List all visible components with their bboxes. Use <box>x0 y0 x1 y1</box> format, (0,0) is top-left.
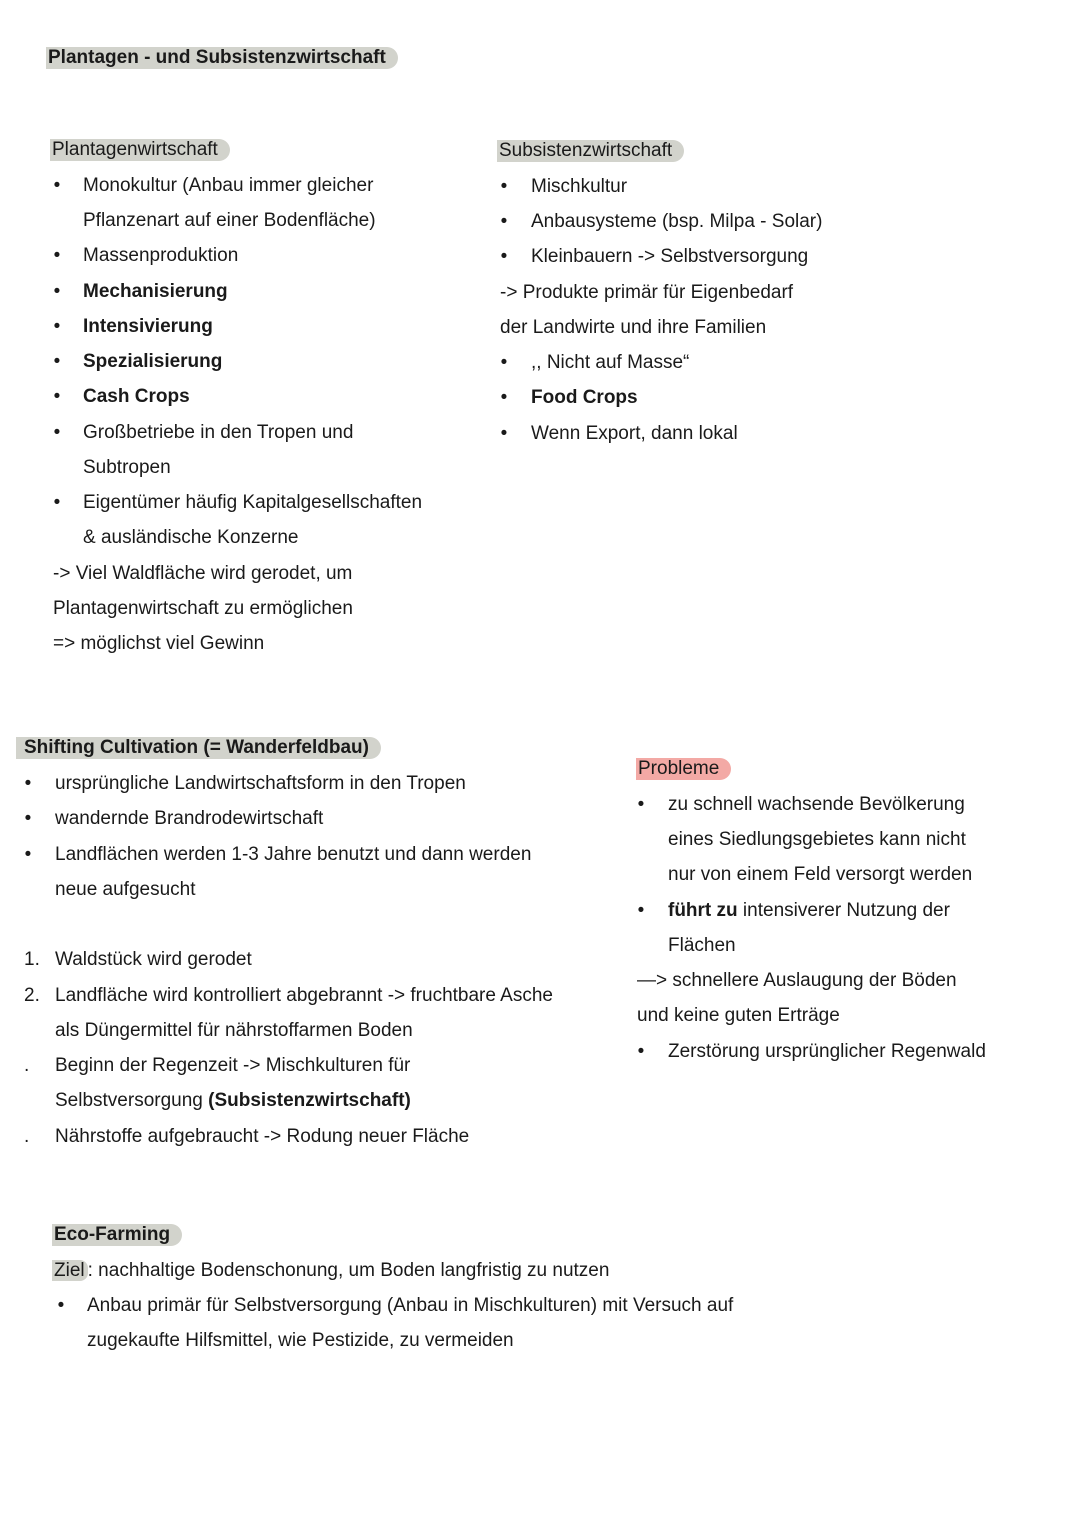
bullet-icon: • <box>500 211 508 232</box>
plantagen-item-massenproduktion: Massenproduktion <box>83 245 239 266</box>
plantagen-item-mechanisierung: Mechanisierung <box>83 281 228 302</box>
plantagen-item-eigentuemer: Eigentümer häufig Kapitalgesellschaften <box>83 492 423 513</box>
eco-item-anbau: Anbau primär für Selbstversorgung (Anbau in Mischkulturen) mit Versuch auf <box>87 1295 734 1316</box>
plantagen-note: -> Viel Waldfläche wird gerodet, um <box>53 563 353 584</box>
step-number: . <box>24 1055 30 1076</box>
shifting-item-landflaechen: Landflächen werden 1-3 Jahre benutzt und dann werden <box>55 844 532 865</box>
bullet-icon: • <box>53 422 61 443</box>
plantagen-item-eigentuemer-cont: & ausländische Konzerne <box>83 527 299 548</box>
subsistenz-item-food-crops: Food Crops <box>531 387 638 408</box>
probleme-heading: Probleme <box>636 758 731 780</box>
shifting-step-abbrennen-cont: als Düngermittel für nährstoffarmen Boden <box>55 1020 413 1041</box>
subsistenz-item-anbausysteme: Anbausysteme (bsp. Milpa - Solar) <box>531 211 823 232</box>
probleme-item-regenwald: Zerstörung ursprünglicher Regenwald <box>668 1041 986 1062</box>
bullet-icon: • <box>500 246 508 267</box>
subsistenz-note: -> Produkte primär für Eigenbedarf <box>500 282 794 303</box>
bullet-icon: • <box>53 492 61 513</box>
bullet-icon: • <box>53 245 61 266</box>
bullet-icon: • <box>637 900 645 921</box>
bullet-icon: • <box>53 281 61 302</box>
step-number: 2. <box>24 985 40 1006</box>
subsistenz-item-mischkultur: Mischkultur <box>531 176 628 197</box>
plantagen-item-monokultur: Monokultur (Anbau immer gleicher <box>83 175 374 196</box>
step-number: 1. <box>24 949 40 970</box>
eco-ziel <box>52 1259 609 1283</box>
bullet-icon: • <box>53 386 61 407</box>
probleme-item-nutzung: führt zu intensiverer Nutzung der <box>668 900 950 921</box>
bullet-icon: • <box>53 316 61 337</box>
shifting-item-landflaechen-cont: neue aufgesucht <box>55 879 196 900</box>
plantagen-item-intensivierung: Intensivierung <box>83 316 213 337</box>
step-number: . <box>24 1126 30 1147</box>
probleme-item-nutzung-cont: Flächen <box>668 935 736 956</box>
subsistenz-item-kleinbauern: Kleinbauern -> Selbstversorgung <box>531 246 809 267</box>
plantagen-item-cash-crops: Cash Crops <box>83 386 190 407</box>
eco-item-anbau-cont: zugekaufte Hilfsmittel, wie Pestizide, zu vermeiden <box>87 1330 514 1351</box>
plantagen-item-grossbetriebe: Großbetriebe in den Tropen und <box>83 422 354 443</box>
bullet-icon: • <box>53 175 61 196</box>
subsistenz-note-cont: der Landwirte und ihre Familien <box>500 317 767 338</box>
bullet-icon: • <box>24 844 32 865</box>
subsistenz-item-nicht-auf-masse: ,, Nicht auf Masse“ <box>531 352 690 373</box>
plantagen-note-cont: Plantagenwirtschaft zu ermöglichen <box>53 598 353 619</box>
subsistenz-item-export: Wenn Export, dann lokal <box>531 423 738 444</box>
bullet-icon: • <box>24 773 32 794</box>
shifting-step-regenzeit: Beginn der Regenzeit -> Mischkulturen für <box>55 1055 411 1076</box>
shifting-item-urspruenglich: ursprüngliche Landwirtschaftsform in den Tropen <box>55 773 466 794</box>
probleme-item-bevoelkerung-cont2: nur von einem Feld versorgt werden <box>668 864 973 885</box>
bullet-icon: • <box>53 351 61 372</box>
bullet-icon: • <box>637 1041 645 1062</box>
probleme-item-bevoelkerung-cont: eines Siedlungsgebietes kann nicht <box>668 829 966 850</box>
bullet-icon: • <box>500 387 508 408</box>
shifting-step-abbrennen: Landfläche wird kontrolliert abgebrannt -> fruchtbare Asche <box>55 985 553 1006</box>
bullet-icon: • <box>500 352 508 373</box>
probleme-note-cont: und keine guten Erträge <box>637 1005 840 1026</box>
plantagen-item-monokultur-cont: Pflanzenart auf einer Bodenfläche) <box>83 210 376 231</box>
eco-ziel-text: : nachhaltige Bodenschonung, um Boden langfristig zu nutzen <box>87 1260 610 1281</box>
bullet-icon: • <box>57 1295 65 1316</box>
plantagen-item-grossbetriebe-cont: Subtropen <box>83 457 171 478</box>
bullet-icon: • <box>500 176 508 197</box>
shifting-step-roden: Waldstück wird gerodet <box>55 949 252 970</box>
bullet-icon: • <box>500 423 508 444</box>
shifting-step-regenzeit-cont: Selbstversorgung (Subsistenzwirtschaft) <box>55 1090 411 1111</box>
plantagen-item-spezialisierung: Spezialisierung <box>83 351 223 372</box>
bullet-icon: • <box>24 808 32 829</box>
shifting-item-brandrodung: wandernde Brandrodewirtschaft <box>55 808 324 829</box>
main-title: Plantagen - und Subsistenzwirtschaft <box>46 47 398 69</box>
probleme-note: —> schnellere Auslaugung der Böden <box>637 970 957 991</box>
eco-heading: Eco-Farming <box>52 1224 182 1246</box>
bullet-icon: • <box>637 794 645 815</box>
probleme-item-bevoelkerung: zu schnell wachsende Bevölkerung <box>668 794 965 815</box>
shifting-heading: Shifting Cultivation (= Wanderfeldbau) <box>16 737 381 759</box>
eco-ziel-label: Ziel <box>52 1260 88 1281</box>
subsistenz-heading: Subsistenzwirtschaft <box>497 140 684 162</box>
plantagen-heading: Plantagenwirtschaft <box>50 139 230 161</box>
shifting-step-naehrstoffe: Nährstoffe aufgebraucht -> Rodung neuer Fläche <box>55 1126 470 1147</box>
plantagen-conclusion: => möglichst viel Gewinn <box>53 633 265 654</box>
